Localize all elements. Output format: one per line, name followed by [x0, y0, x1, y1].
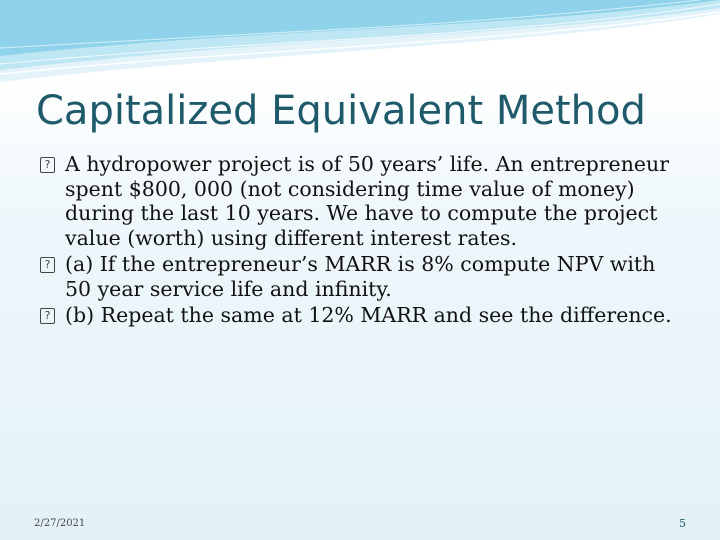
bullet-item — [40, 252, 680, 301]
missing-glyph-box-icon — [40, 157, 55, 173]
slide-title: Capitalized Equivalent Method — [36, 88, 646, 134]
missing-glyph-box-icon — [40, 308, 55, 324]
missing-glyph-box-icon — [40, 257, 55, 273]
bullet-text: (a) If the entrepreneur’s MARR is 8% compute NPV with 50 year service life and infinity. — [65, 252, 656, 301]
page-number: 5 — [679, 517, 686, 530]
header-wave-decoration — [0, 0, 720, 90]
bullet-list — [40, 152, 680, 330]
footer-date: 2/27/2021 — [34, 518, 86, 529]
bullet-item — [40, 303, 680, 328]
bullet-item — [40, 152, 680, 250]
bullet-text: (b) Repeat the same at 12% MARR and see the difference. — [65, 303, 672, 327]
bullet-text: A hydropower project is of 50 years’ life. An entrepreneur spent $800, 000 (not considering time value of money) during the last 10 years. We have to compute the project value (worth) using different interest rates. — [65, 152, 670, 250]
